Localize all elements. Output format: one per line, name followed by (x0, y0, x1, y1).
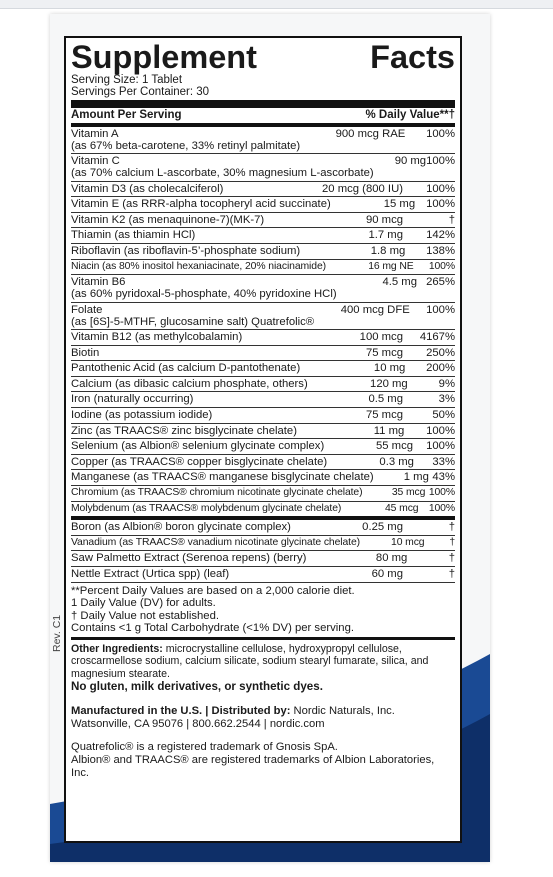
footnote: † Daily Value not established. (71, 609, 219, 622)
nutrient-daily-value: † (448, 552, 455, 565)
nutrient-name-text: Manganese (as TRAACS® manganese bisglycinate chelate) (71, 471, 374, 484)
nutrient-name (71, 183, 293, 196)
nutrient-amount: 400 mcg DFE (340, 303, 410, 316)
nutrient-name (71, 487, 362, 500)
nutrient-name-text: Saw Palmetto Extract (Serenoa repens) (berry) (71, 552, 307, 565)
amount-header (71, 100, 455, 127)
nutrient-daily-value: 100% (426, 440, 455, 453)
nutrient-row (71, 228, 455, 244)
nutrient-name (71, 331, 293, 344)
nutrient-row (71, 520, 455, 536)
other-ingredients (71, 640, 455, 693)
nutrient-daily-value: 100% (426, 182, 455, 195)
nutrient-name (71, 261, 326, 274)
nutrient-amount: 4.5 mg (382, 276, 417, 289)
manufacturer-info (71, 705, 455, 731)
nutrient-name-text: Pantothenic Acid (as calcium D-pantothenate) (71, 362, 301, 375)
footnote: 1 Daily Value (DV) for adults. (71, 597, 216, 610)
nutrient-name (71, 128, 300, 152)
nutrient-name (71, 521, 293, 534)
nutrient-amount: 75 mcg (365, 408, 403, 421)
nutrient-name (71, 552, 306, 565)
nutrient-row (71, 470, 455, 486)
nutrient-amount: 0.25 mg (362, 521, 403, 534)
nutrient-row (71, 408, 455, 424)
footnote: **Percent Daily Values are based on a 2,000 calorie diet. (71, 584, 355, 597)
nutrient-row (71, 213, 455, 229)
nutrient-row (71, 567, 455, 583)
nutrient-daily-value: 100% (426, 303, 455, 316)
nutrient-daily-value: 142% (426, 229, 455, 242)
other-ingredients-label: Other Ingredients: (71, 642, 163, 655)
nutrient-row (71, 182, 455, 198)
trademark-notice: Quatrefolic® is a registered trademark of Gnosis SpA. (71, 740, 338, 753)
nutrient-daily-value: 100% (426, 155, 455, 168)
nutrient-name-text: Vanadium (as TRAACS® vanadium nicotinate glycinate chelate) (71, 536, 360, 548)
nutrient-name (71, 409, 293, 422)
nutrient-name (71, 456, 327, 469)
nutrient-daily-value: 4167% (419, 331, 455, 343)
nutrient-daily-value: † (448, 567, 455, 580)
nutrient-name-text: Niacin (as 80% inositol hexaniacinate, 20% niacinamide) (71, 260, 326, 272)
other-ingredients-text: microcrystalline cellulose, hydroxypropyl cellulose, croscarmellose sodium, calcium silicate, sodium stearyl fumarate, silica, and magnesium stearate. (71, 642, 429, 681)
nutrient-daily-value: 138% (426, 245, 455, 257)
nutrient-row (71, 275, 455, 302)
nutrient-amount: 45 mcg (385, 502, 419, 514)
nutrient-row (71, 127, 455, 154)
nutrient-daily-value: 100% (428, 486, 455, 498)
nutrient-row (71, 536, 455, 552)
nutrient-amount: 11 mg (373, 424, 405, 437)
nutrient-row (71, 424, 455, 440)
supplement-facts-panel (64, 36, 462, 843)
nutrient-daily-value: 33% (432, 455, 455, 468)
package-side-panel (50, 14, 490, 862)
footnotes (71, 583, 455, 640)
nutrient-name-text: Molybdenum (as TRAACS® molybdenum glycinate chelate) (71, 502, 342, 514)
title-word-2: Facts (370, 39, 455, 75)
nutrient-name-text: Folate (71, 303, 103, 316)
footnote: Contains <1 g Total Carbohydrate (<1% DV) per serving. (71, 622, 354, 635)
nutrient-row (71, 244, 455, 260)
nutrient-name-text: Vitamin B6 (71, 276, 126, 289)
nutrient-daily-value: 100% (426, 198, 455, 211)
nutrient-name (71, 440, 324, 453)
serving-size: Serving Size: 1 Tablet (71, 74, 183, 86)
nutrient-amount: 15 mg (383, 198, 416, 211)
nutrient-amount: 10 mg (373, 362, 406, 375)
nutrient-name-text: Iodine (as potassium iodide) (71, 408, 213, 421)
nutrient-row (71, 377, 455, 393)
nutrient-row (71, 330, 455, 346)
nutrient-name (71, 471, 374, 484)
nutrient-row (71, 551, 455, 567)
supplement-facts-title (71, 40, 455, 74)
nutrient-daily-value: 265% (426, 276, 455, 289)
nutrient-name-text: Biotin (71, 346, 100, 359)
nutrient-name (71, 245, 300, 258)
nutrient-amount: 90 mg (394, 155, 427, 168)
nutrient-name (71, 568, 293, 581)
nutrient-daily-value: 100% (426, 127, 455, 140)
servings-per-container: Servings Per Container: 30 (71, 86, 210, 99)
nutrient-row (71, 439, 455, 455)
nutrient-row (71, 455, 455, 471)
nutrient-daily-value: 200% (426, 362, 455, 375)
nutrient-name (71, 362, 300, 375)
nutrient-amount: 100 mcg (359, 331, 403, 343)
nutrient-daily-value: 100% (428, 502, 455, 514)
nutrient-source: (as [6S]-5-MTHF, glucosamine salt) Quatrefolic® (71, 315, 315, 328)
nutrient-name-text: Vitamin D3 (as cholecalciferol) (71, 182, 224, 195)
nutrient-amount: 75 mcg (365, 346, 403, 359)
nutrient-amount: 35 mcg (391, 486, 426, 498)
nutrient-amount: 16 mg NE (368, 260, 414, 272)
nutrient-amount: 90 mcg (365, 213, 403, 226)
nutrient-name-text: Vitamin A (71, 127, 119, 140)
nutrient-amount: 900 mcg RAE (335, 127, 406, 140)
nutrient-name-text: Boron (as Albion® boron glycinate complex) (71, 521, 291, 534)
nutrient-amount: 0.5 mg (368, 393, 403, 406)
nutrient-name (71, 155, 374, 179)
nutrient-daily-value: 100% (428, 260, 455, 272)
manufacturer-label: Manufactured in the U.S. | Distributed by: (71, 705, 291, 718)
nutrient-name-text: Iron (naturally occurring) (71, 393, 194, 406)
nutrient-name (71, 276, 337, 300)
nutrient-name (71, 537, 360, 550)
nutrient-amount: 60 mg (371, 567, 403, 580)
manufacturer-address: Watsonville, CA 95076 | 800.662.2544 | nordic.com (71, 718, 325, 731)
nutrient-amount: 20 mcg (800 IU) (322, 182, 403, 195)
nutrient-name-text: Nettle Extract (Urtica spp) (leaf) (71, 567, 230, 580)
nutrient-amount: 120 mg (370, 377, 408, 390)
nutrient-name (71, 378, 308, 391)
nutrient-row (71, 197, 455, 213)
nutrient-daily-value: 50% (432, 408, 455, 421)
nutrient-row (71, 260, 455, 276)
nutrient-name-text: Calcium (as dibasic calcium phosphate, others) (71, 377, 308, 390)
nutrient-daily-value: † (448, 521, 455, 534)
nutrient-amount: 0.3 mg (379, 455, 414, 468)
nutrient-amount: 10 mcg (391, 536, 425, 548)
nutrient-name-text: Vitamin E (as RRR-alpha tocopheryl acid succinate) (71, 198, 331, 211)
nutrient-name-text: Vitamin B12 (as methylcobalamin) (71, 331, 243, 343)
nutrient-amount: 1 mg (403, 471, 429, 484)
nutrient-daily-value: 43% (432, 471, 455, 484)
nutrient-name-text: Chromium (as TRAACS® chromium nicotinate glycinate chelate) (71, 486, 363, 498)
nutrient-source: (as 70% calcium L-ascorbate, 30% magnesium L-ascorbate) (71, 167, 374, 180)
nutrient-name (71, 304, 314, 328)
nutrient-source: (as 60% pyridoxal-5-phosphate, 40% pyridoxine HCl) (71, 288, 337, 301)
nutrient-amount: 55 mcg (375, 440, 414, 453)
trademark-notice: Albion® and TRAACS® are registered trademarks of Albion Laboratories, Inc. (71, 753, 435, 780)
nutrient-row (71, 361, 455, 377)
nutrient-row (71, 486, 455, 502)
nutrient-daily-value: † (449, 536, 455, 548)
nutrient-daily-value: 100% (426, 424, 455, 437)
title-word-1: Supplement (71, 39, 257, 75)
nutrient-daily-value: 9% (438, 377, 455, 390)
nutrient-daily-value: 250% (426, 346, 455, 359)
revision-code: Rev. C1 (51, 614, 63, 652)
nutrient-name (71, 229, 293, 242)
nutrient-row (71, 346, 455, 362)
nutrient-amount: 1.7 mg (368, 229, 403, 242)
package-top-edge (0, 0, 553, 9)
nutrient-row (71, 502, 455, 521)
nutrient-name (71, 393, 293, 406)
nutrient-daily-value: † (448, 213, 455, 226)
nutrient-name (71, 425, 297, 438)
nutrient-row (71, 154, 455, 181)
nutrient-name (71, 503, 341, 516)
free-from-statement: No gluten, milk derivatives, or synthetic dyes. (71, 679, 323, 693)
nutrient-name-text: Riboflavin (as riboflavin-5’-phosphate sodium) (71, 245, 301, 257)
manufacturer-name: Nordic Naturals, Inc. (290, 705, 395, 718)
nutrient-table (71, 127, 455, 583)
nutrient-name-text: Vitamin C (71, 155, 120, 168)
nutrient-name-text: Selenium (as Albion® selenium glycinate complex) (71, 440, 325, 453)
nutrient-name-text: Thiamin (as thiamin HCl) (71, 229, 196, 242)
daily-value-label: % Daily Value**† (365, 108, 455, 121)
nutrient-name (71, 214, 293, 227)
nutrient-amount: 1.8 mg (370, 245, 406, 257)
nutrient-row (71, 392, 455, 408)
nutrient-row (71, 303, 455, 330)
amount-per-serving-label: Amount Per Serving (71, 108, 182, 121)
nutrient-name-text: Vitamin K2 (as menaquinone-7)(MK-7) (71, 213, 265, 226)
nutrient-name (71, 347, 293, 360)
nutrient-name-text: Copper (as TRAACS® copper bisglycinate chelate) (71, 455, 328, 468)
nutrient-name (71, 198, 331, 211)
nutrient-amount: 80 mg (375, 552, 408, 565)
trademark-notices (71, 741, 455, 781)
nutrient-name-text: Zinc (as TRAACS® zinc bisglycinate chelate) (71, 424, 297, 437)
nutrient-source: (as 67% beta-carotene, 33% retinyl palmitate) (71, 140, 301, 153)
nutrient-daily-value: 3% (438, 393, 455, 406)
